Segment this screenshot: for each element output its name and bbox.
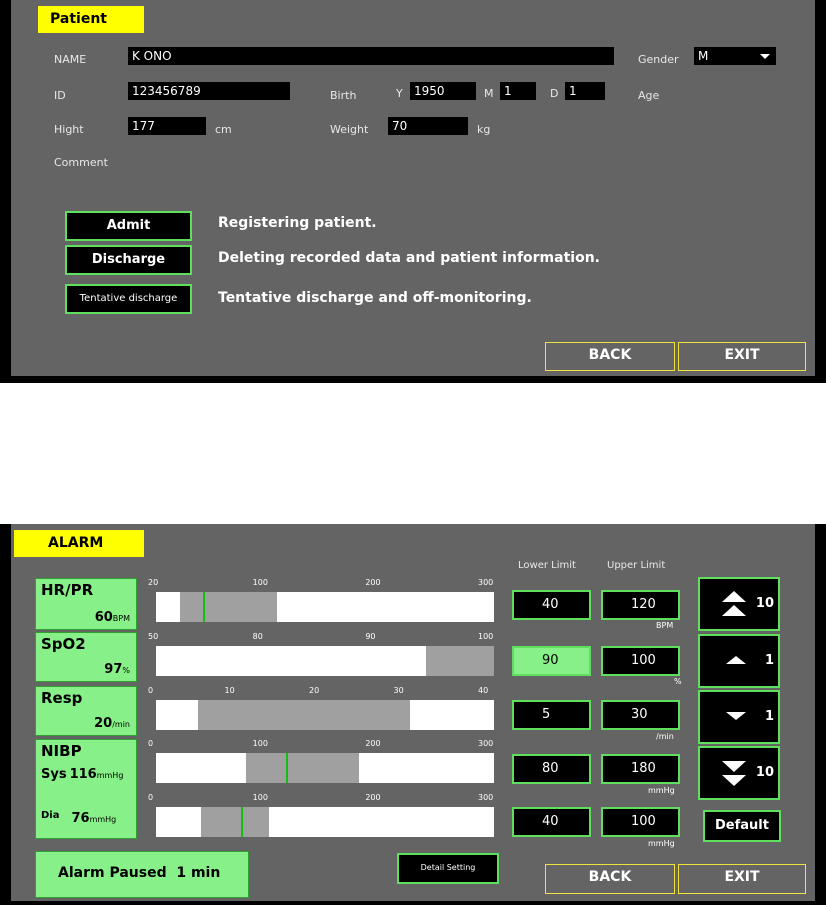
spo2-scale-tick: 80 (252, 632, 263, 641)
hr-pr-scale-tick: 200 (365, 578, 381, 587)
nibp-sys-limit-unit: mmHg (648, 786, 675, 795)
resp-scale-tick: 40 (478, 686, 489, 695)
hr-pr-param-box (35, 578, 137, 630)
double-up-arrow-icon-lower (722, 605, 746, 616)
name-label: NAME (54, 53, 87, 66)
nibp-dia-scale-tick: 0 (148, 793, 154, 802)
spo2-limit-unit: % (674, 677, 682, 686)
hr-pr-current-marker (203, 592, 205, 622)
nibp-dia-reading (41, 810, 116, 826)
weight-label: Weight (330, 123, 369, 136)
nibp-dia-alarm-range[interactable] (201, 807, 269, 837)
nibp-sys-scale-tick: 300 (478, 739, 494, 748)
nibp-sys-scale-tick: 0 (148, 739, 154, 748)
resp-scale (148, 686, 498, 698)
weight-field[interactable]: 70 (388, 117, 468, 135)
birth-d-label: D (550, 87, 559, 100)
hr-pr-upper-limit[interactable]: 120 (601, 590, 680, 620)
alarm-paused-text: Alarm Paused 1 min (58, 865, 221, 881)
alarm-back-button[interactable]: BACK (545, 864, 675, 894)
nibp-sys-range-bar[interactable] (156, 753, 494, 783)
patient-panel (0, 0, 826, 383)
resp-scale-tick: 0 (148, 686, 154, 695)
double-up-arrow-icon (722, 591, 746, 602)
resp-range-bar[interactable] (156, 700, 494, 730)
decrease-10-button[interactable] (698, 746, 780, 800)
nibp-dia-upper-limit[interactable]: 100 (601, 807, 680, 837)
resp-scale-tick: 20 (309, 686, 320, 695)
nibp-sys-scale-tick: 200 (365, 739, 381, 748)
nibp-dia-scale-tick: 100 (252, 793, 268, 802)
discharge-button[interactable]: Discharge (65, 245, 192, 275)
spo2-upper-limit[interactable]: 100 (601, 646, 680, 676)
nibp-dia-scale-tick: 300 (478, 793, 494, 802)
nibp-sys-current-marker (286, 753, 288, 783)
hr-pr-unit: BPM (112, 614, 130, 623)
spo2-name: SpO2 (41, 635, 86, 653)
id-field[interactable]: 123456789 (128, 82, 290, 100)
hr-pr-scale (148, 578, 498, 590)
tentative-discharge-button[interactable]: Tentative discharge (65, 284, 192, 314)
hr-pr-reading (95, 610, 130, 625)
resp-limit-unit: /min (656, 732, 674, 741)
nibp-param-box (35, 739, 137, 839)
nibp-dia-label: Dia (41, 810, 60, 821)
spo2-scale-tick: 50 (148, 632, 159, 641)
nibp-dia-scale-tick: 200 (365, 793, 381, 802)
up-arrow-icon (726, 656, 746, 664)
alarm-paused-indicator[interactable] (35, 851, 249, 898)
nibp-dia-range-bar[interactable] (156, 807, 494, 837)
resp-unit: /min (112, 720, 130, 729)
nibp-dia-unit: mmHg (89, 815, 117, 824)
hr-pr-range-bar[interactable] (156, 592, 494, 622)
age-label: Age (638, 89, 660, 102)
id-label: ID (54, 89, 66, 102)
spo2-unit: % (122, 666, 130, 675)
nibp-sys-lower-limit[interactable]: 80 (512, 754, 591, 784)
increase-1-label: 1 (764, 653, 774, 668)
nibp-sys-alarm-range[interactable] (246, 753, 359, 783)
patient-exit-button[interactable]: EXIT (678, 342, 806, 371)
gender-select[interactable] (694, 47, 776, 65)
gender-label: Gender (638, 53, 679, 66)
resp-scale-tick: 10 (224, 686, 235, 695)
resp-value: 20 (94, 716, 113, 731)
patient-back-button[interactable]: BACK (545, 342, 675, 371)
alarm-title-tab: ALARM (14, 530, 144, 557)
height-field[interactable]: 177 (128, 117, 206, 135)
spo2-scale (148, 632, 498, 644)
spo2-scale-tick: 100 (478, 632, 494, 641)
hr-pr-name: HR/PR (41, 581, 94, 599)
admit-button[interactable]: Admit (65, 211, 192, 241)
comment-label: Comment (54, 156, 108, 169)
spo2-alarm-range[interactable] (426, 646, 494, 676)
increase-10-button[interactable] (698, 577, 780, 631)
spo2-lower-limit[interactable]: 90 (512, 646, 591, 676)
weight-unit: kg (477, 123, 491, 136)
nibp-sys-reading (41, 767, 123, 782)
patient-title-tab: Patient (38, 6, 144, 33)
nibp-dia-value: 76 (71, 811, 90, 826)
nibp-sys-scale-tick: 100 (252, 739, 268, 748)
discharge-description: Deleting recorded data and patient information. (218, 250, 600, 266)
detail-setting-button[interactable]: Detail Setting (397, 853, 499, 884)
nibp-sys-value: 116 (69, 767, 97, 782)
decrease-1-button[interactable] (698, 690, 780, 744)
resp-upper-limit[interactable]: 30 (601, 700, 680, 730)
down-arrow-icon (726, 712, 746, 720)
nibp-dia-current-marker (241, 807, 243, 837)
birth-day-field[interactable]: 1 (565, 82, 605, 100)
hr-pr-value: 60 (94, 610, 113, 625)
birth-label: Birth (330, 89, 357, 102)
increase-10-label: 10 (755, 596, 774, 611)
nibp-dia-scale (148, 793, 498, 805)
spo2-scale-tick: 90 (365, 632, 376, 641)
hr-pr-alarm-range[interactable] (180, 592, 277, 622)
spo2-range-bar[interactable] (156, 646, 494, 676)
hr-pr-lower-limit[interactable]: 40 (512, 590, 591, 620)
decrease-1-label: 1 (764, 709, 774, 724)
resp-alarm-range[interactable] (198, 700, 409, 730)
gender-value: M (698, 49, 709, 63)
hr-pr-scale-tick: 20 (148, 578, 159, 587)
birth-month-field[interactable]: 1 (500, 82, 536, 100)
hr-pr-scale-tick: 300 (478, 578, 494, 587)
resp-lower-limit[interactable]: 5 (512, 700, 591, 730)
resp-name: Resp (41, 689, 83, 707)
hr-pr-limit-unit: BPM (656, 621, 674, 630)
resp-param-box (35, 686, 137, 736)
double-down-arrow-icon-lower (722, 775, 746, 786)
name-field[interactable]: K ONO (128, 47, 614, 65)
birth-y-label: Y (396, 87, 403, 100)
chevron-down-icon (760, 54, 770, 59)
birth-m-label: M (484, 87, 494, 100)
height-label: Hight (54, 123, 84, 136)
resp-reading (94, 716, 130, 731)
admit-description: Registering patient. (218, 215, 377, 231)
nibp-dia-limit-unit: mmHg (648, 839, 675, 848)
spo2-param-box (35, 632, 137, 682)
increase-1-button[interactable] (698, 634, 780, 688)
birth-year-field[interactable]: 1950 (410, 82, 476, 100)
lower-limit-header: Lower Limit (518, 560, 576, 571)
alarm-panel (0, 524, 826, 905)
nibp-name: NIBP (41, 742, 82, 760)
hr-pr-scale-tick: 100 (252, 578, 268, 587)
nibp-dia-lower-limit[interactable]: 40 (512, 807, 591, 837)
default-button[interactable]: Default (703, 810, 781, 842)
resp-scale-tick: 30 (393, 686, 404, 695)
nibp-sys-scale (148, 739, 498, 751)
decrease-10-label: 10 (755, 765, 774, 780)
double-down-arrow-icon (722, 761, 746, 772)
spo2-value: 97 (104, 662, 123, 677)
spo2-reading (104, 662, 130, 677)
alarm-exit-button[interactable]: EXIT (678, 864, 806, 894)
upper-limit-header: Upper Limit (607, 560, 666, 571)
nibp-sys-upper-limit[interactable]: 180 (601, 754, 680, 784)
nibp-sys-unit: mmHg (96, 771, 124, 780)
nibp-sys-label: Sys (41, 767, 67, 782)
height-unit: cm (215, 123, 232, 136)
tentative-discharge-description: Tentative discharge and off-monitoring. (218, 290, 532, 306)
